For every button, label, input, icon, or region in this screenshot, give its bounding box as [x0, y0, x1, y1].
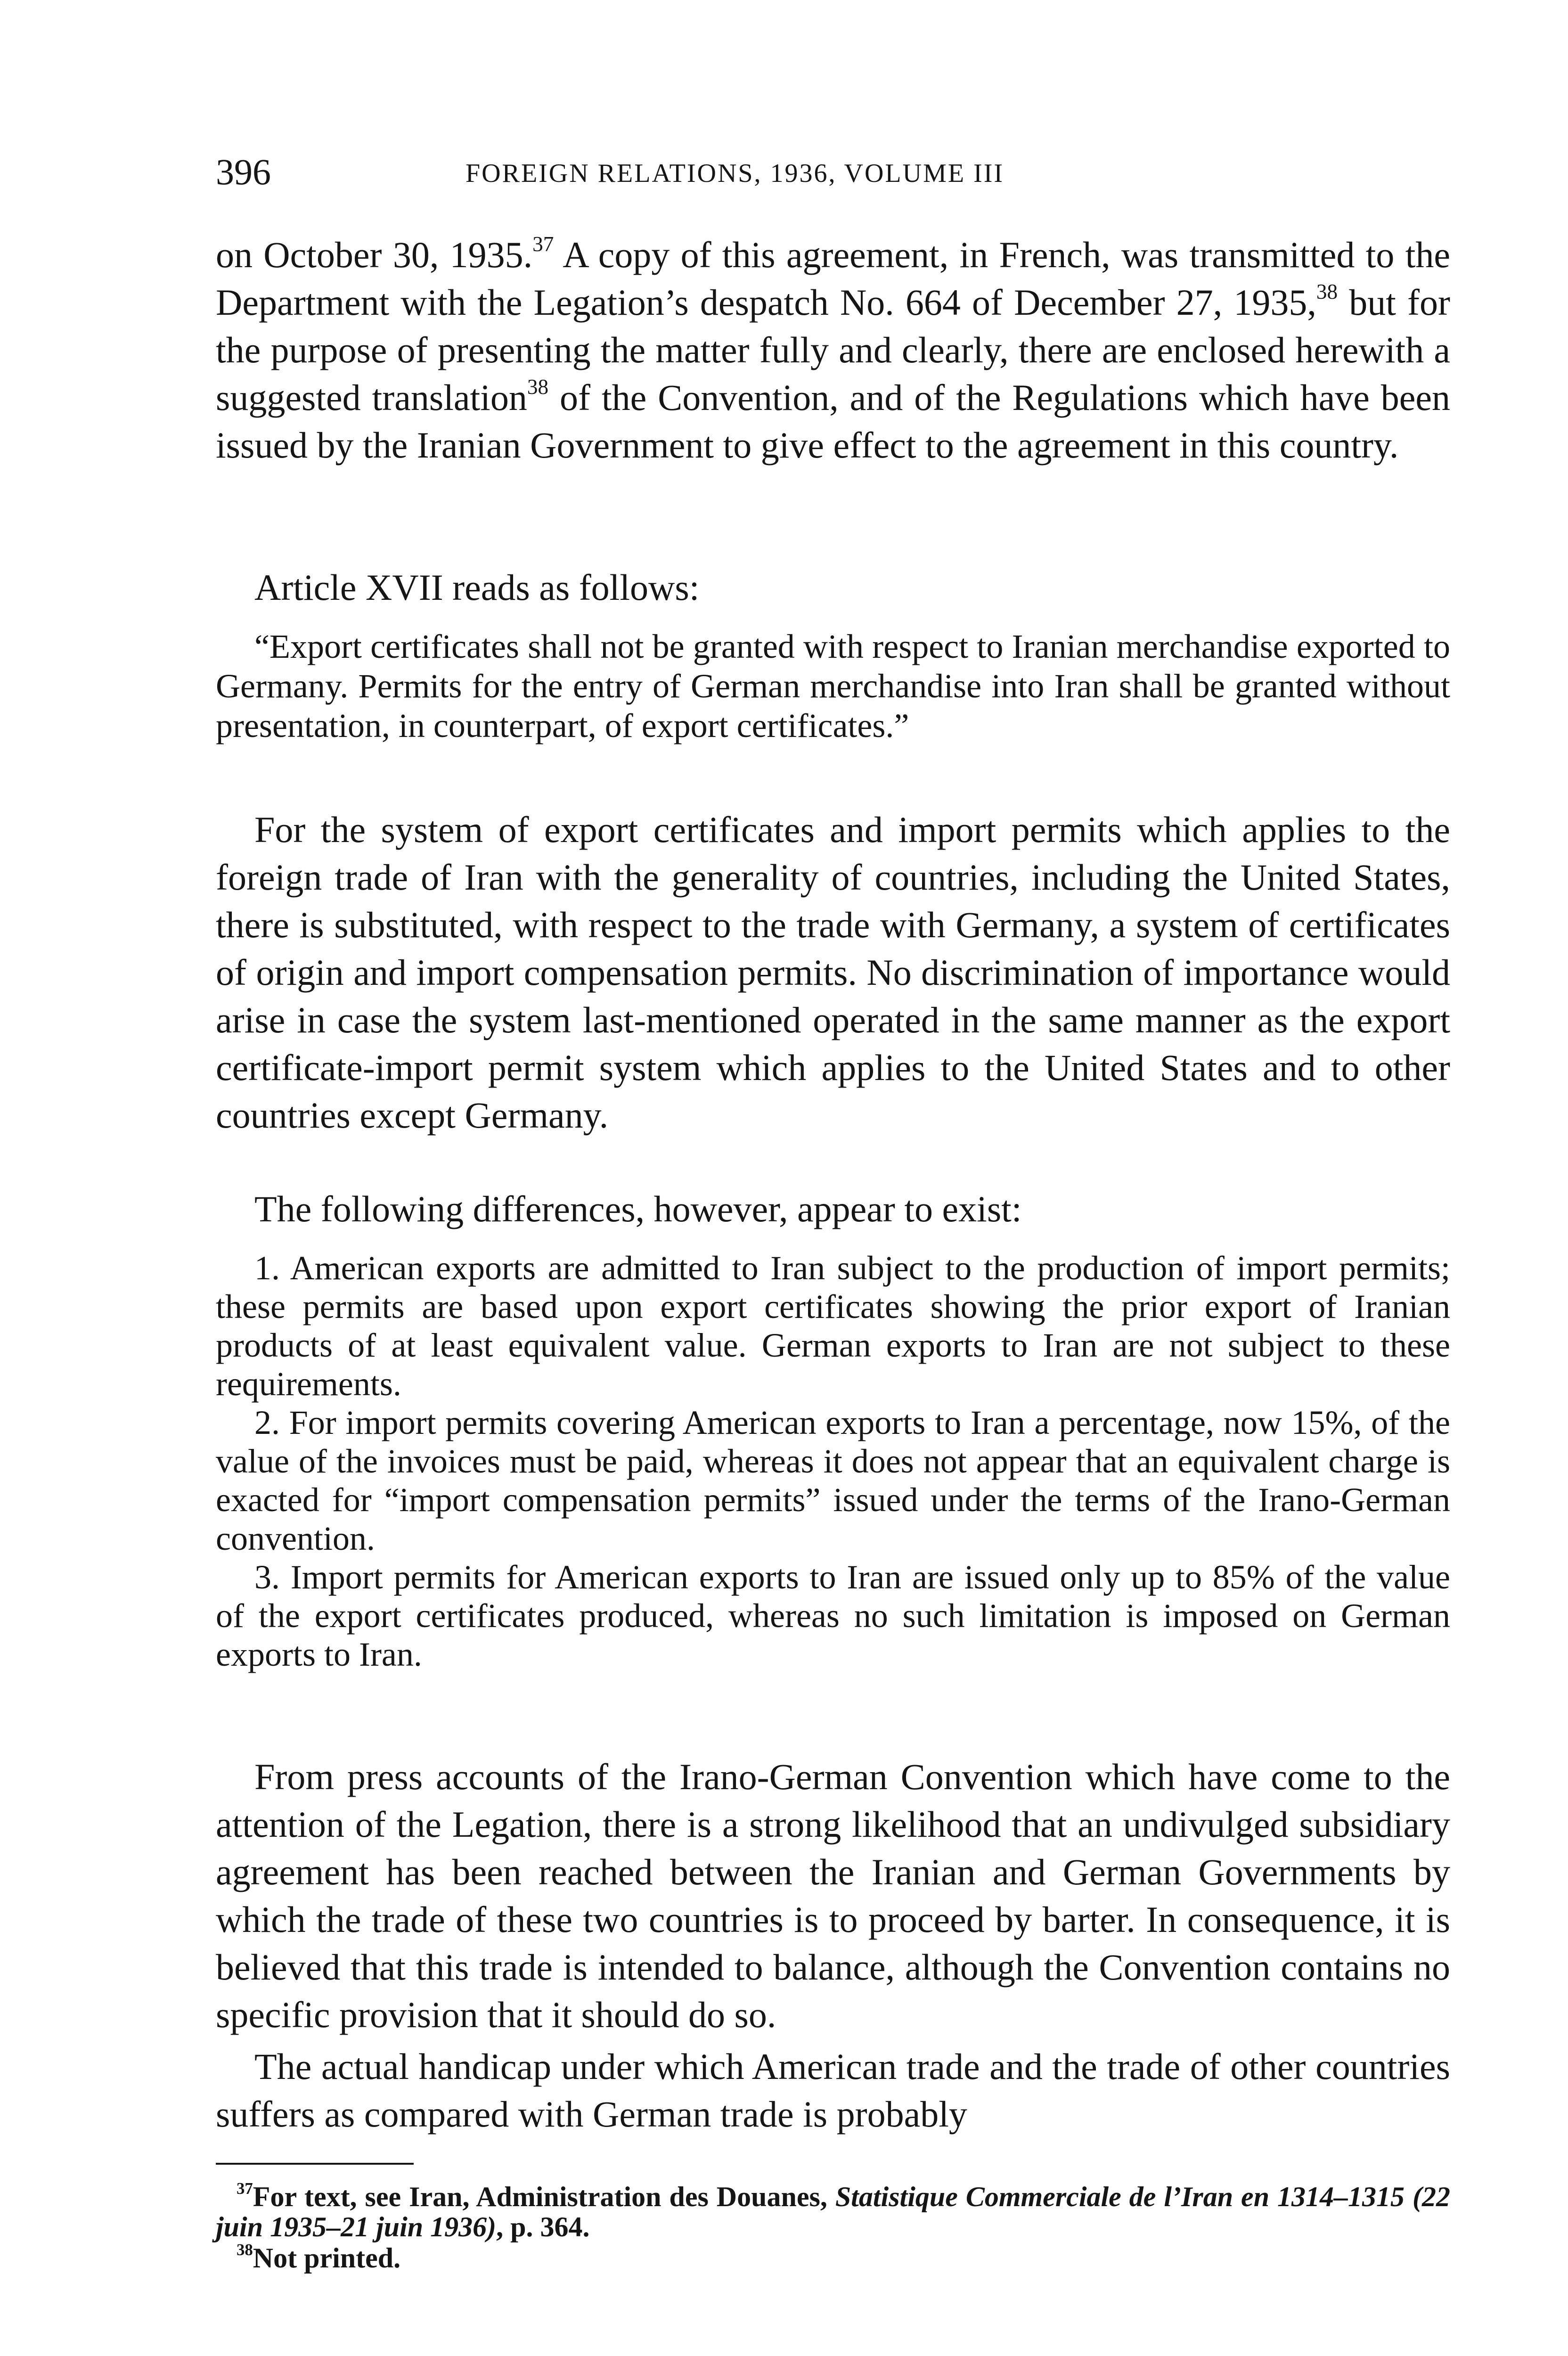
page-number: 396 — [216, 151, 271, 192]
page-header — [216, 151, 1450, 193]
differences-intro: The following differences, however, appear to exist: — [254, 1188, 1022, 1229]
footnote-source-title: Statistique Commerciale de l’Iran en 1314–1315 (22 juin 1935–21 juin 1936) — [216, 2181, 1450, 2242]
footnote-text: For text, see Iran, Administration des Douanes, — [253, 2181, 835, 2212]
footnote-marker: 37 — [237, 2179, 253, 2198]
footnote-38 — [216, 2240, 1450, 2274]
system-paragraph: For the system of export certificates and import permits which applies to the foreign trade of Iran with the generality of countries, including the United States, there is substituted, with respect to the trade with Germany, a system of certificates of origin and import compensation permits. No discrimination of importance would arise in case the system last-mentioned operated in the same manner as the export certificate-import permit system which applies to the United States and to other countries except Germany. — [216, 809, 1450, 1136]
footnote-37 — [216, 2179, 1450, 2242]
handicap-paragraph: The actual handicap under which American trade and the trade of other countries suffers as compared with German trade is probably — [216, 2046, 1450, 2135]
article-intro: Article XVII reads as follows: — [254, 567, 700, 608]
list-item: 2. For import permits covering American exports to Iran a percentage, now 15%, of the value of the invoices must be paid, whereas it does not appear that an equivalent charge is exacted for “import compensation permits” issued under the terms of the Irano-German convention. — [216, 1404, 1450, 1557]
paragraph-text: on October 30, 1935. — [216, 234, 533, 275]
running-title: FOREIGN RELATIONS, 1936, VOLUME III — [466, 159, 1004, 188]
footnote-ref-37: 37 — [532, 232, 554, 256]
differences-list — [216, 1249, 1450, 1674]
footnote-ref-38: 38 — [1316, 280, 1338, 304]
footnote-ref-38: 38 — [527, 375, 549, 399]
footnote-text: , p. 364. — [496, 2211, 590, 2242]
footnote-text: Not printed. — [253, 2242, 401, 2274]
article-quote: “Export certificates shall not be granted with respect to Iranian merchandise exported to Germany. Permits for the entry of German merchandise into Iran shall be granted without presentation, in counterpart, of export certificates.” — [216, 628, 1450, 744]
paragraph-continuation — [216, 231, 1450, 469]
barter-paragraph: From press accounts of the Irano-German Convention which have come to the attention of the Legation, there is a strong likelihood that an undivulged subsidiary agreement has been reached between the Iranian and German Governments by which the trade of these two countries is to proceed by barter. In consequence, it is believed that this trade is intended to balance, although the Convention contains no specific provision that it should do so. — [216, 1756, 1450, 2035]
footnote-marker: 38 — [237, 2240, 253, 2259]
list-item: 3. Import permits for American exports to Iran are issued only up to 85% of the value of the export certificates produced, whereas no such limitation is imposed on German exports to Iran. — [216, 1558, 1450, 1673]
footnote-divider — [216, 2163, 414, 2165]
paragraph-text: but for the purpose of presenting the matter fully and clearly, there are enclosed herewith a suggested translation — [216, 282, 1450, 418]
paragraph-text: of the Convention, and of the Regulations which have been issued by the Iranian Government to give effect to the agreement in this country. — [216, 377, 1451, 466]
paragraph-text: A copy of this agreement, in French, was transmitted to the Department with the Legation’s despatch No. 664 of December 27, 1935, — [216, 234, 1451, 323]
list-item: 1. American exports are admitted to Iran subject to the production of import permits; these permits are based upon export certificates showing the prior export of Iranian products of at least equivalent value. German exports to Iran are not subject to these requirements. — [216, 1249, 1450, 1403]
